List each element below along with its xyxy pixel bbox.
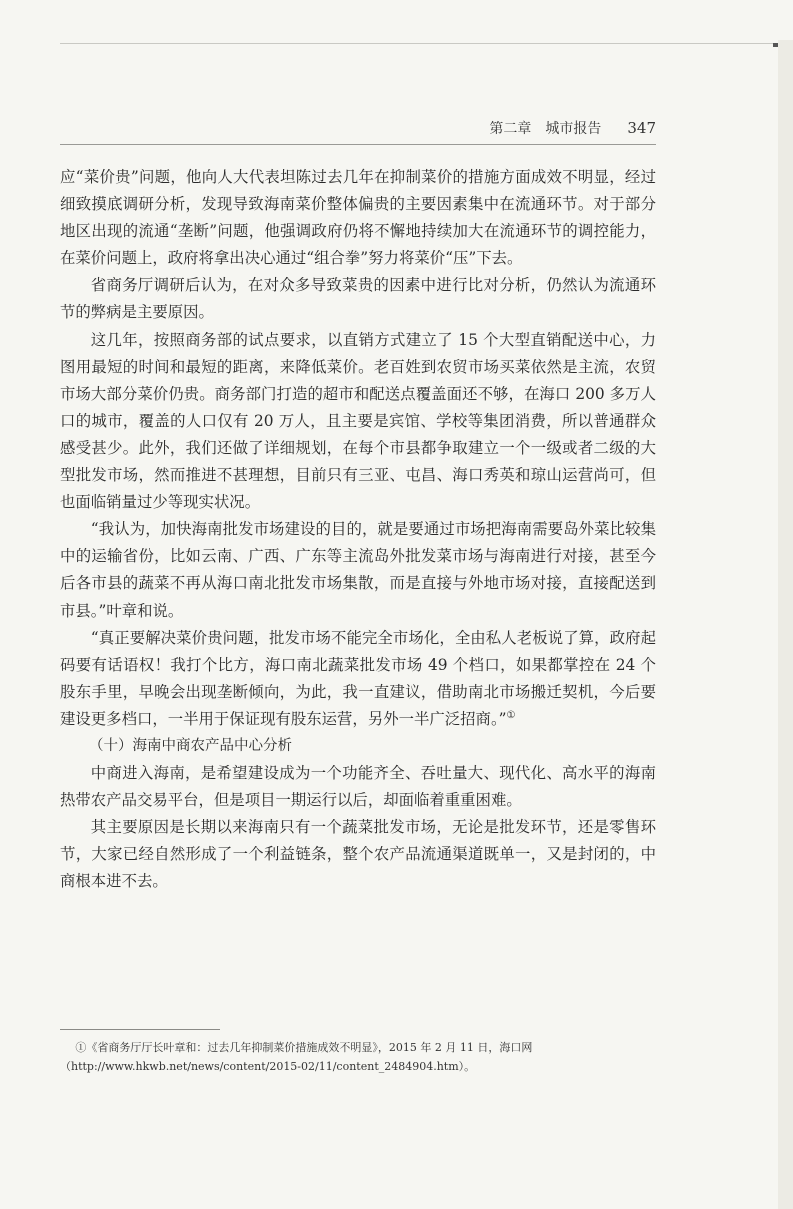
paragraph bbox=[60, 625, 656, 733]
paragraph bbox=[60, 516, 656, 624]
page-number: 347 bbox=[627, 119, 656, 137]
paragraph bbox=[60, 327, 656, 517]
paragraph-text: 应“菜价贵”问题，他向人大代表坦陈过去几年在抑制菜价的措施方面成效不明显，经过细致摸底调研分析，发现导致海南菜价整体偏贵的主要因素集中在流通环节。对于部分地区出现的流通“垄断”问题，他强调政府仍将不懈地持续加大在流通环节的调控能力，在菜价问题上，政府将拿出决心通过“组合拳”努力将菜价“压”下去。 bbox=[60, 168, 656, 268]
section-heading bbox=[60, 733, 656, 760]
footnote-reference[interactable]: ① bbox=[506, 709, 516, 721]
paragraph bbox=[60, 814, 656, 895]
paragraph bbox=[60, 272, 656, 326]
chapter-title: 第二章 城市报告 bbox=[489, 121, 602, 137]
section-heading-text: （十）海南中商农产品中心分析 bbox=[89, 737, 292, 754]
page-top-rule bbox=[60, 43, 775, 44]
paragraph-text: 其主要原因是长期以来海南只有一个蔬菜批发市场，无论是批发环节，还是零售环节，大家已经自然形成了一个利益链条，整个农产品流通渠道既单一，又是封闭的，中商根本进不去。 bbox=[60, 818, 656, 891]
paragraph-text: 省商务厅调研后认为，在对众多导致菜贵的因素中进行比对分析，仍然认为流通环节的弊病是主要原因。 bbox=[60, 276, 656, 322]
footnote-rule bbox=[60, 1029, 220, 1030]
paragraph-text: 这几年，按照商务部的试点要求，以直销方式建立了 15 个大型直销配送中心，力图用最短的时间和最短的距离，来降低菜价。老百姓到农贸市场买菜依然是主流，农贸市场大部分菜价仍贵。商务部门打造的超市和配送点覆盖面还不够，在海口 200 多万人口的城市，覆盖的人口仅有 20 万人，且主要是宾馆、学校等集团消费，所以普通群众感受甚少。此外，我们还做了详细规划，在每个市县都争取建立一个一级或者二级的大型批发市场，然而推进不甚理想，目前只有三亚、屯昌、海口秀英和琼山运营尚可，但也面临销量过少等现实状况。 bbox=[60, 330, 656, 512]
paragraph-text: 中商进入海南，是希望建设成为一个功能齐全、吞吐量大、现代化、高水平的海南热带农产品交易平台，但是项目一期运行以后，却面临着重重困难。 bbox=[60, 764, 656, 810]
paragraph bbox=[60, 760, 656, 814]
paragraph bbox=[60, 164, 656, 272]
page-right-edge bbox=[778, 40, 793, 1209]
running-header bbox=[60, 118, 656, 142]
footnote: ①《省商务厅厅长叶章和：过去几年抑制菜价措施成效不明显》，2015 年 2 月 11 日，海口网（http://www.hkwb.net/news/content/2015-02/11/content_2484904.htm）。 bbox=[60, 1041, 533, 1073]
body-text bbox=[60, 164, 656, 896]
paragraph-text: “我认为，加快海南批发市场建设的目的，就是要通过市场把海南需要岛外菜比较集中的运输省份，比如云南、广西、广东等主流岛外批发菜市场与海南进行对接，甚至今后各市县的蔬菜不再从海口南北批发市场集散，而是直接与外地市场对接，直接配送到市县。”叶章和说。 bbox=[60, 520, 656, 620]
paragraph-text: “真正要解决菜价贵问题，批发市场不能完全市场化，全由私人老板说了算，政府起码要有话语权！我打个比方，海口南北蔬菜批发市场 49 个档口，如果都掌控在 24 个股东手里，早晚会出现垄断倾向，为此，我一直建议，借助南北市场搬迁契机，今后要建设更多档口，一半用于保证现有股东运营，另外一半广泛招商。” bbox=[60, 628, 656, 728]
header-rule bbox=[60, 144, 656, 145]
